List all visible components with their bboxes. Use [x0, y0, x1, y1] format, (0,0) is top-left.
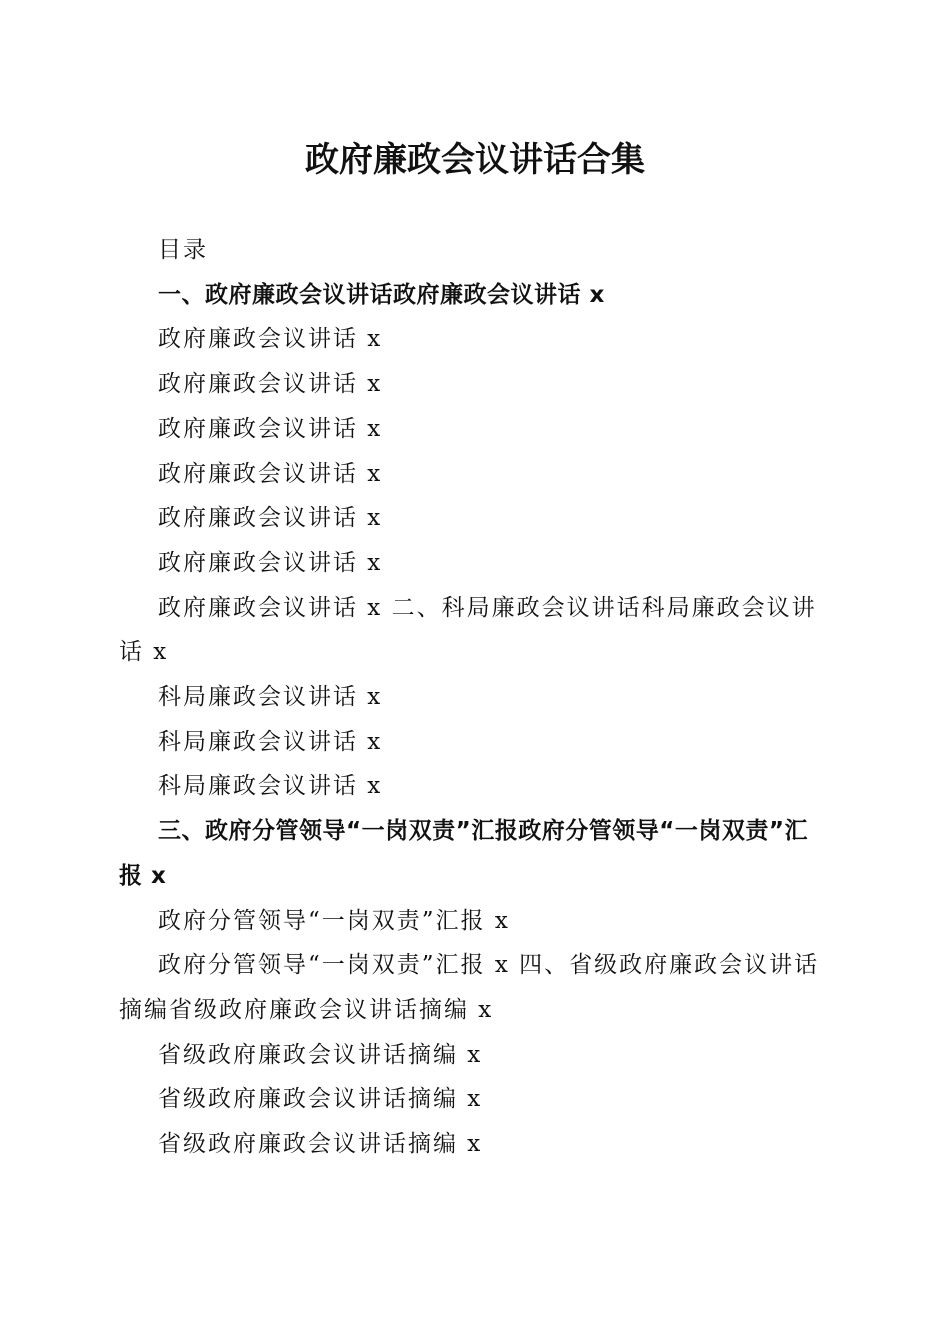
- toc-line: 政府分管领导“一岗双责”汇报 x 四、省级政府廉政会议讲话摘编省级政府廉政会议讲话摘编 x: [119, 952, 820, 1023]
- document-title: 政府廉政会议讲话合集: [305, 140, 645, 180]
- toc-line: 政府廉政会议讲话 x: [158, 549, 383, 576]
- toc-line: 政府廉政会议讲话 x: [158, 371, 383, 398]
- toc-line: 政府廉政会议讲话 x: [158, 460, 383, 487]
- toc-line: 一、政府廉政会议讲话政府廉政会议讲话 x: [158, 281, 605, 308]
- toc-line: 科局廉政会议讲话 x: [158, 684, 383, 711]
- toc-line: 政府廉政会议讲话 x: [158, 326, 383, 353]
- toc-heading: 目录: [158, 237, 208, 263]
- toc-line: 科局廉政会议讲话 x: [158, 728, 383, 755]
- toc-line: 科局廉政会议讲话 x: [158, 773, 383, 800]
- toc-line: 省级政府廉政会议讲话摘编 x: [158, 1086, 483, 1113]
- toc-line: 政府廉政会议讲话 x 二、科局廉政会议讲话科局廉政会议讲话 x: [119, 594, 817, 666]
- toc-line: 省级政府廉政会议讲话摘编 x: [158, 1131, 483, 1158]
- toc-line: 政府分管领导“一岗双责”汇报 x: [158, 907, 510, 934]
- toc-line: 政府廉政会议讲话 x: [158, 505, 383, 532]
- table-of-contents: [119, 228, 831, 1167]
- toc-line: 三、政府分管领导“一岗双责”汇报政府分管领导“一岗双责”汇报 x: [119, 818, 808, 889]
- toc-line: 政府廉政会议讲话 x: [158, 415, 383, 442]
- toc-line: 省级政府廉政会议讲话摘编 x: [158, 1041, 483, 1068]
